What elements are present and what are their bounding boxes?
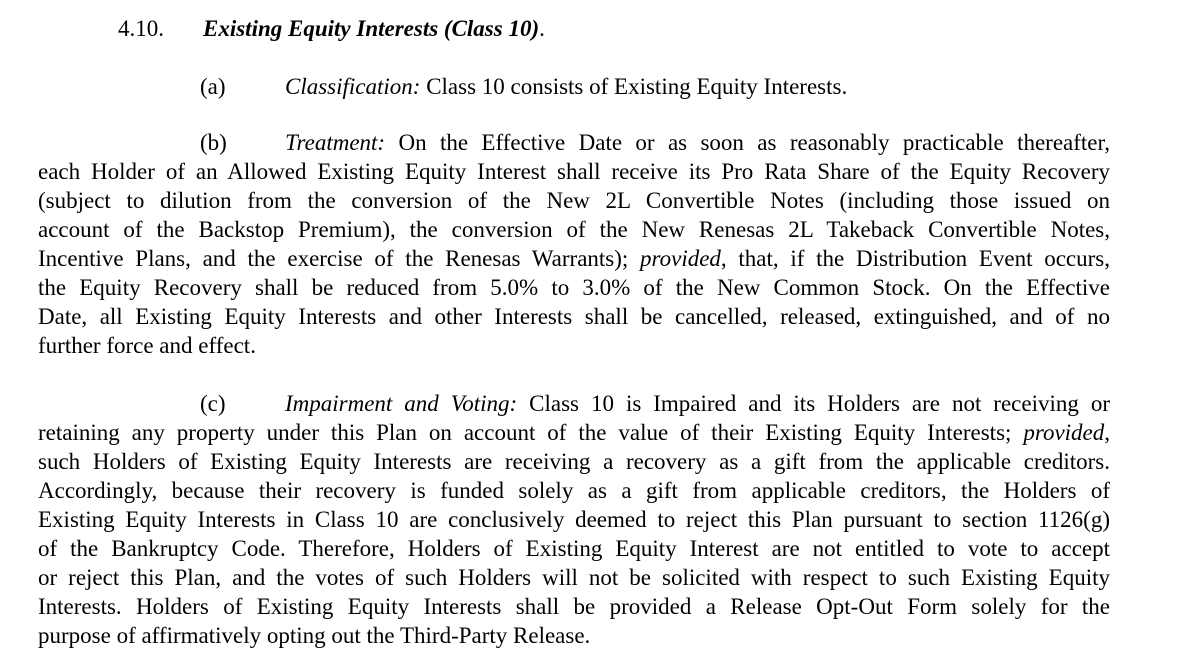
- paragraph-line: [38, 244, 1110, 273]
- paragraph-line: such Holders of Existing Equity Interests are receiving a recovery as a gift from the applicable creditors.: [38, 449, 1110, 474]
- paragraph-line: the Equity Recovery shall be reduced from 5.0% to 3.0% of the New Common Stock. On the Effective: [38, 275, 1110, 300]
- paragraph-text: ,: [1104, 420, 1110, 445]
- subsection-label: (c): [200, 391, 226, 416]
- paragraph-line: [38, 128, 1110, 157]
- subsection-heading: Impairment and Voting:: [285, 391, 518, 416]
- paragraph-line: [38, 418, 1110, 447]
- paragraph-line: Existing Equity Interests in Class 10 are conclusively deemed to reject this Plan pursuant to section 1126(g): [38, 507, 1110, 532]
- paragraph-line: purpose of affirmatively opting out the Third-Party Release.: [38, 623, 591, 648]
- paragraph-line: Date, all Existing Equity Interests and other Interests shall be cancelled, released, extinguished, and of no: [38, 304, 1110, 329]
- paragraph-line: [38, 389, 1110, 418]
- paragraph-classification: [38, 72, 1110, 101]
- paragraph-line: Interests. Holders of Existing Equity Interests shall be provided a Release Opt-Out Form solely for the: [38, 594, 1110, 619]
- paragraph-line: account of the Backstop Premium), the conversion of the New Renesas 2L Takeback Convertible Notes,: [38, 217, 1110, 242]
- paragraph-line: [38, 72, 1110, 101]
- section-number: 4.10.: [118, 16, 164, 41]
- paragraph-text: On the Effective Date or as soon as reasonably practicable thereafter,: [385, 130, 1110, 155]
- paragraph-line: of the Bankruptcy Code. Therefore, Holders of Existing Equity Interest are not entitled to vote to accept: [38, 536, 1110, 561]
- paragraph-line: (subject to dilution from the conversion of the New 2L Convertible Notes (including those issued on: [38, 188, 1110, 213]
- subsection-heading: Classification:: [285, 74, 421, 99]
- paragraph-line: or reject this Plan, and the votes of such Holders will not be solicited with respect to such Existing Equity: [38, 565, 1110, 590]
- paragraph-text: Class 10 consists of Existing Equity Interests.: [420, 74, 848, 99]
- provided-term: provided: [640, 246, 721, 271]
- paragraph-line: further force and effect.: [38, 333, 256, 358]
- section-heading: [118, 14, 545, 44]
- paragraph-line: Accordingly, because their recovery is funded solely as a gift from applicable creditors, the Holders of: [38, 478, 1110, 503]
- subsection-label: (a): [200, 74, 226, 99]
- subsection-heading: Treatment:: [285, 130, 386, 155]
- paragraph-text: , that, if the Distribution Event occurs,: [720, 246, 1110, 271]
- paragraph-treatment: [38, 128, 1110, 360]
- paragraph-text: Class 10 is Impaired and its Holders are not receiving or: [517, 391, 1110, 416]
- subsection-label: (b): [200, 130, 227, 155]
- paragraph-text: Incentive Plans, and the exercise of the Renesas Warrants);: [38, 246, 641, 271]
- paragraph-line: each Holder of an Allowed Existing Equity Interest shall receive its Pro Rata Share of the Equity Recovery: [38, 159, 1110, 184]
- paragraph-text: retaining any property under this Plan on account of the value of their Existing Equity Interests;: [38, 420, 1024, 445]
- section-title-end: .: [539, 16, 545, 41]
- provided-term: provided: [1023, 420, 1105, 445]
- paragraph-impairment-voting: [38, 389, 1110, 650]
- section-title: Existing Equity Interests (Class 10): [203, 16, 540, 41]
